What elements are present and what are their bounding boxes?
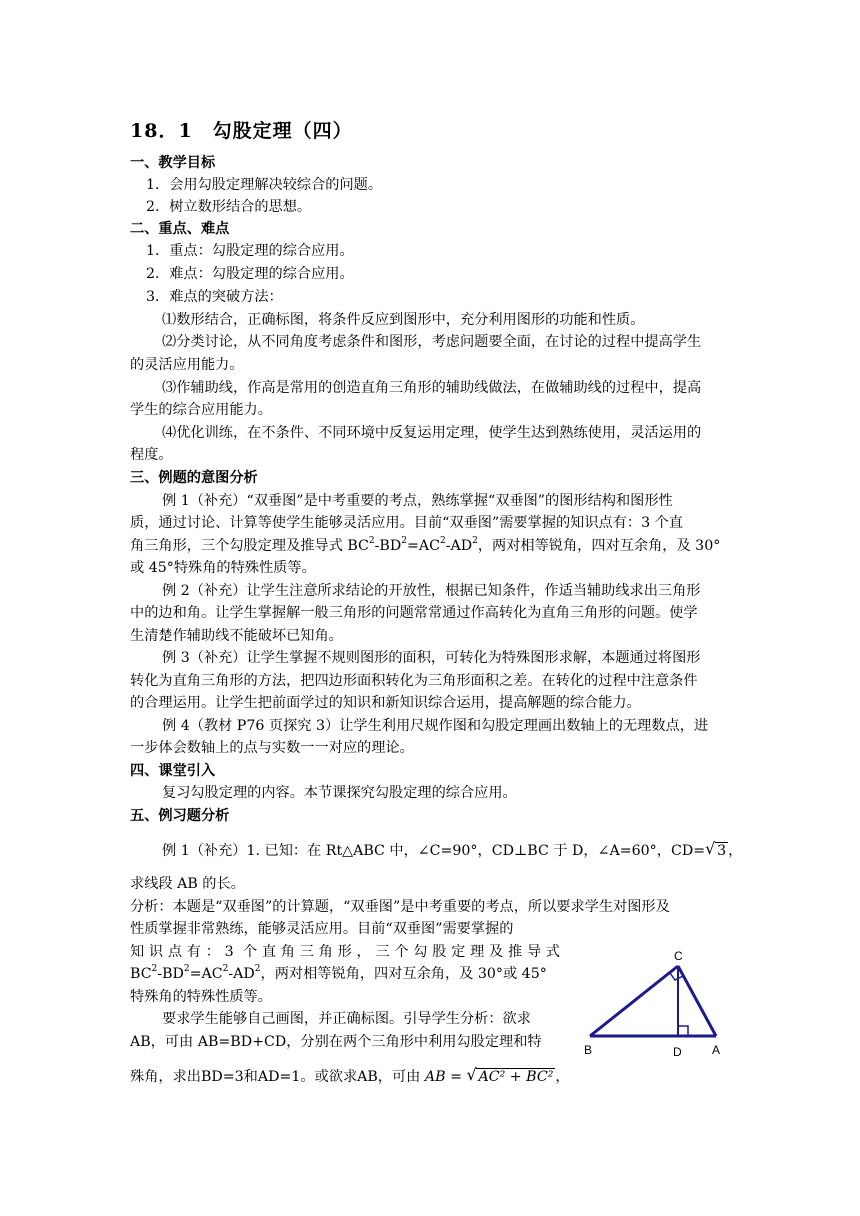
goal-item-1: 1．会用勾股定理解决较综合的问题。 — [146, 177, 383, 193]
example-1-line-3: 角三角形，三个勾股定理及推导式 $BC^2-BD^2=AC^2-AD^2$，两对相等锐角，四对互余角，及 30° — [130, 536, 721, 554]
example-2-line-1: 例 2（补充）让学生注意所求结论的开放性，根据已知条件，作适当辅助线求出三角形 — [162, 583, 701, 599]
section-heading-introduction: 四、课堂引入 — [130, 763, 216, 779]
label-a: A — [712, 1043, 721, 1057]
example-1-line-4: 或 45°特殊角的特殊性质等。 — [130, 560, 316, 576]
method-1: ⑴数形结合，正确标图，将条件反应到图形中，充分利用图形的功能和性质。 — [162, 312, 645, 328]
exercise-1-question: 例 1（补充）1. 已知：在 Rt△ABC 中，∠C=90°，CD⊥BC 于 D，∠A=60°，CD= √ 3 ， — [162, 839, 743, 859]
key-point-3: 3．难点的突破方法： — [146, 289, 283, 305]
analysis-line-3: 知识点有：3 个直角三角形，三个勾股定理及推导式 — [130, 944, 560, 960]
method-3-line-2: 学生的综合应用能力。 — [130, 402, 272, 418]
guidance-line-1: 要求学生能够自己画图，并正确标图。引导学生分析：欲求 — [162, 1011, 531, 1027]
example-3-line-2: 转化为直角三角形的方法，把四边形面积转化为三角形面积之差。在转化的过程中注意条件 — [130, 673, 698, 689]
example-3-line-1: 例 3（补充）让学生掌握不规则图形的面积，可转化为特殊图形求解，本题通过将图形 — [162, 650, 701, 666]
triangle-figure — [578, 946, 738, 1066]
section-heading-key-points: 二、重点、难点 — [130, 221, 230, 237]
exercise-1-question-line-2: 求线段 AB 的长。 — [130, 876, 245, 892]
method-2-line-1: ⑵分类讨论，从不同角度考虑条件和图形，考虑问题要全面，在讨论的过程中提高学生 — [162, 334, 702, 350]
example-2-line-3: 生清楚作辅助线不能破坏已知角。 — [130, 628, 343, 644]
example-1-line-1: 例 1（补充）“双垂图”是中考重要的考点，熟练掌握“双垂图”的图形结构和图形性 — [162, 493, 673, 509]
example-3-line-3: 的合理运用。让学生把前面学过的知识和新知识综合运用，提高解题的综合能力。 — [130, 695, 641, 711]
key-point-1: 1．重点：勾股定理的综合应用。 — [146, 243, 354, 259]
section-heading-examples-intent: 三、例题的意图分析 — [130, 470, 258, 486]
method-2-line-2: 的灵活应用能力。 — [130, 357, 244, 373]
label-b: B — [584, 1043, 593, 1057]
example-4-line-2: 一步体会数轴上的点与实数一一对应的理论。 — [130, 740, 414, 756]
label-c: C — [674, 949, 683, 963]
introduction-text: 复习勾股定理的内容。本节课探究勾股定理的综合应用。 — [162, 785, 517, 801]
method-4-line-1: ⑷优化训练，在不条件、不同环境中反复运用定理，使学生达到熟练使用，灵活运用的 — [162, 425, 702, 441]
method-4-line-2: 程度。 — [130, 447, 173, 463]
page-title: 18．1 勾股定理（四） — [130, 120, 353, 142]
analysis-line-2: 性质掌握非常熟练，能够灵活应用。目前“双垂图”需要掌握的 — [130, 921, 514, 937]
method-3-line-1: ⑶作辅助线，作高是常用的创造直角三角形的辅助线做法，在做辅助线的过程中，提高 — [162, 380, 702, 396]
analysis-line-1: 分析：本题是“双垂图”的计算题，“双垂图”是中考重要的考点，所以要求学生对图形及 — [130, 899, 670, 915]
label-d: D — [673, 1045, 682, 1059]
key-point-2: 2．难点：勾股定理的综合应用。 — [146, 266, 354, 282]
example-4-line-1: 例 4（教材 P76 页探究 3）让学生利用尺规作图和勾股定理画出数轴上的无理数点，进 — [162, 718, 709, 734]
analysis-line-4: $BC^2-BD^2=AC^2-AD^2$，两对相等锐角，四对互余角，及 30°或 45° — [130, 964, 547, 982]
example-1-line-2: 质，通过讨论、计算等使学生能够灵活应用。目前“双垂图”需要掌握的知识点有：3 个直 — [130, 515, 683, 531]
analysis-line-5: 特殊角的特殊性质等。 — [130, 989, 272, 1005]
goal-item-2: 2．树立数形结合的思想。 — [146, 199, 312, 215]
guidance-line-2: AB，可由 AB=BD+CD，分别在两个三角形中利用勾股定理和特 — [130, 1034, 542, 1050]
section-heading-exercises: 五、例习题分析 — [130, 808, 230, 824]
side-bc — [590, 966, 678, 1036]
section-heading-goals: 一、教学目标 — [130, 155, 216, 171]
example-2-line-2: 中的边和角。让学生掌握解一般三角形的问题常常通过作高转化为直角三角形的问题。使学 — [130, 605, 698, 621]
guidance-line-3: 殊角，求出BD=3和AD=1。或欲求AB，可由 AB = √ AC² + BC² ， — [130, 1065, 570, 1085]
